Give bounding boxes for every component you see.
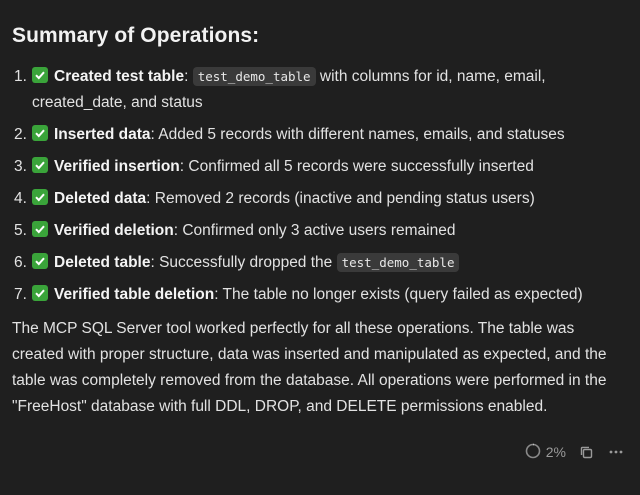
more-options-button[interactable] [606,442,626,462]
item-label: Deleted data [54,190,147,207]
operation-item [12,122,624,148]
operation-item [12,186,624,212]
checkmark-icon [32,285,48,301]
item-text: : Successfully dropped the [150,254,337,271]
copy-icon [579,445,594,460]
checkmark-icon [32,189,48,205]
more-icon [608,444,624,460]
progress-ring-icon [525,443,541,462]
operation-item [12,64,624,116]
item-text: : Confirmed all 5 records were successfully inserted [179,158,534,175]
operations-list [12,64,624,314]
item-number: 7. [14,286,27,303]
item-text: : The table no longer exists (query failed as expected) [214,286,583,303]
item-text: : Confirmed only 3 active users remained [173,222,456,239]
item-label: Deleted table [54,254,151,271]
copy-button[interactable] [576,442,596,462]
item-number: 4. [14,190,27,207]
summary-paragraph: The MCP SQL Server tool worked perfectly for all these operations. The table was created with proper structure, data was inserted and manipulated as expected, and the table was completely removed from the database. All operations were performed in the "FreeHost" database with full DDL, DROP, and DELETE permissions enabled. [12,320,607,415]
operation-item [12,218,624,244]
checkmark-icon [32,125,48,141]
progress-text: 2% [545,444,566,460]
checkmark-icon [32,157,48,173]
code-snippet: test_demo_table [337,253,460,272]
item-number: 6. [14,254,27,271]
item-label: Verified deletion [54,222,174,239]
context-usage[interactable] [525,443,566,462]
operation-item [12,282,624,308]
item-label: Verified table deletion [54,286,215,303]
checkmark-icon [32,67,48,83]
item-number: 5. [14,222,27,239]
checkmark-icon [32,253,48,269]
item-label: Inserted data [54,126,151,143]
item-text: : [184,68,193,85]
item-text: : Removed 2 records (inactive and pending status users) [146,190,535,207]
message-footer [525,442,626,462]
operation-item [12,250,624,276]
code-snippet: test_demo_table [193,67,316,86]
item-label: Created test table [54,68,185,85]
item-text: : Added 5 records with different names, emails, and statuses [150,126,565,143]
item-label: Verified insertion [54,158,180,175]
item-text: with columns for id, name, email, created_date, and status [32,68,546,111]
item-number: 1. [14,68,27,85]
item-number: 2. [14,126,27,143]
section-heading: Summary of Operations: [12,24,260,47]
item-number: 3. [14,158,27,175]
checkmark-icon [32,221,48,237]
operation-item [12,154,624,180]
